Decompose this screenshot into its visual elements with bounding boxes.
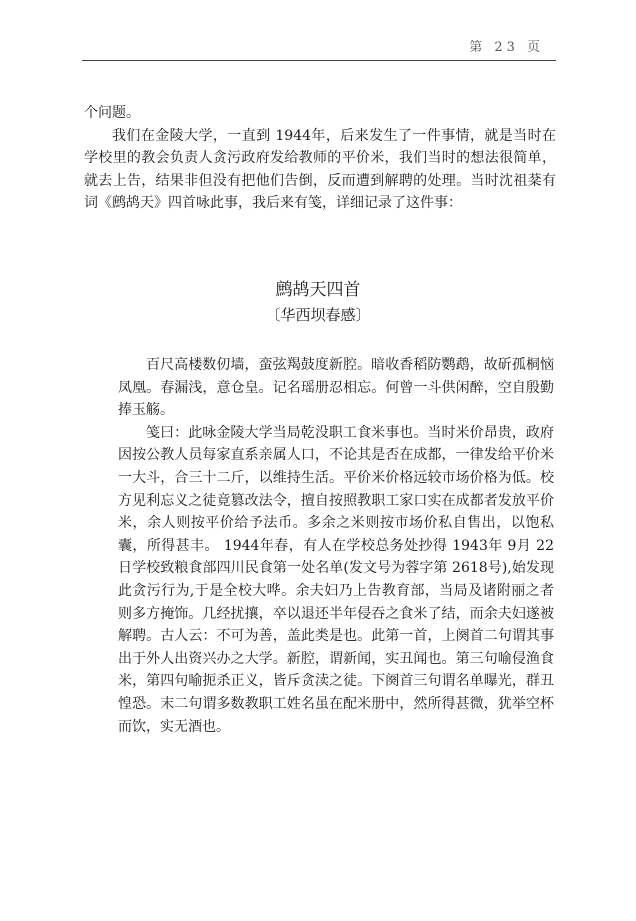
- intro-text: [84, 102, 556, 215]
- poem-commentary: 笺曰：此咏金陵大学当局乾没职工食米事也。当时米价昂贵，政府因按公教人员每家直系亲属人口，不论其是否在成都，一律发给平价米一大斗，合三十二斤，以维持生活。平价米价格远较市场价格为低。校方见利忘义之徒竟篡改法令，擅自按照教职工家口实在成都者发放平价米，余人则按平价给予法币。多余之米则按市场价私自售出，以饱私囊，所得甚丰。 1944年春，有人在学校总务处抄得 1943年 9月 22 日学校致粮食部四川民食第一处名单(发文号为蓉字第 2618号),始发现此贪污行为,于是全校大哗。余夫妇乃上告教育部，当局及诸附丽之者则多方掩饰。几经扰攘，卒以退还半年侵吞之食米了结，而余夫妇遂被解聘。古人云：不可为善，盖此类是也。此第一首，上阕首二句谓其事出于外人出资兴办之大学。新腔，谓新闻，实丑闻也。第三句喻侵渔食米，第四句喻扼杀正义，皆斥贪渎之徒。下阕首三句谓名单曝光，群丑惶恐。末二句谓多数教职工姓名虽在配米册中，然所得甚微，犹举空杯而饮，实无酒也。: [118, 424, 554, 735]
- poem-title: 鹧鸪天四首: [275, 280, 361, 300]
- poem-body: [118, 354, 554, 738]
- poem-subtitle: 〔华西坝春感〕: [265, 306, 371, 324]
- poem-verse: 百尺高楼数仞墙，蛮弦羯鼓度新腔。暗收香稻防鹦鹉，故斫孤桐恼凤凰。春漏浅，意仓皇。记名瑶册忍相忘。何曾一斗供闲醉，空自殷勤捧玉觞。: [118, 357, 554, 419]
- page-number: 第 23 页: [469, 40, 544, 55]
- intro-paragraph: 我们在金陵大学，一直到 1944年，后来发生了一件事情，就是当时在学校里的教会负责人贪污政府发给教师的平价米，我们当时的想法很简单，就去上告，结果非但没有把他们告倒，反而遭到解聘的处理。当时沈祖棻有词《鹧鸪天》四首咏此事，我后来有笺，详细记录了这件事：: [84, 127, 556, 211]
- header-rule: [82, 60, 556, 61]
- intro-continuation: 个问题。: [84, 105, 140, 121]
